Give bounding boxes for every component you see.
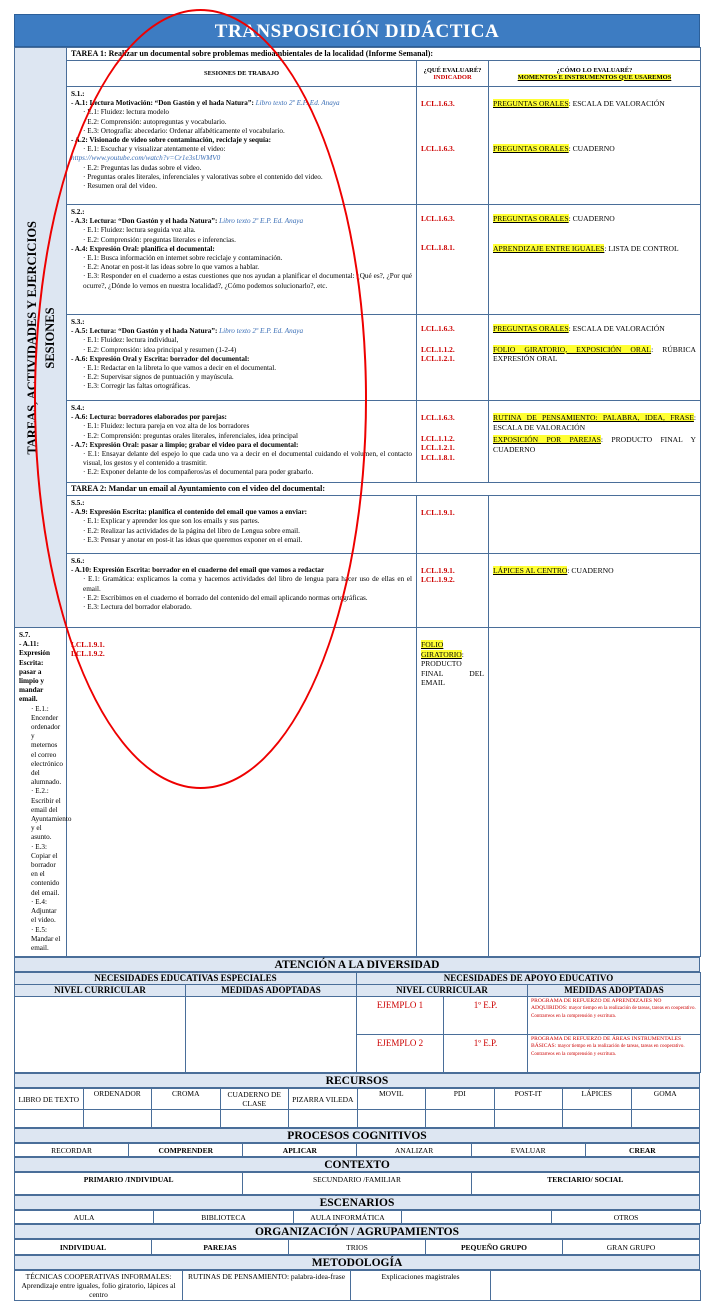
instrument-highlight: FOLIO GIRATORIO: [421, 640, 462, 659]
exercise: · E.2: Supervisar signos de puntuación y mayúscula.: [83, 373, 234, 382]
exercise: · E.3: Pensar y anotar en post-it las ideas que queremos exponer en el email.: [83, 535, 303, 544]
escenario-item: AULA: [15, 1211, 154, 1224]
proceso-item: EVALUAR: [471, 1144, 585, 1157]
side-label: [15, 48, 67, 628]
instrument-text: : ESCALA DE VALORACIÓN: [493, 413, 697, 432]
nee-header: NECESIDADES EDUCATIVAS ESPECIALES: [15, 973, 357, 985]
session-title: S.1.:: [71, 90, 85, 98]
nivel2-header: NIVEL CURRICULAR: [357, 985, 528, 997]
activity-title: - A.4: Expresión Oral: planifica el documental:: [71, 244, 215, 253]
exercise: · E.1: Fluidez: lectura modelo: [83, 108, 170, 117]
sessions-table: [14, 47, 701, 957]
session-title: S.4.:: [71, 404, 85, 412]
nae-header: NECESIDADES DE APOYO EDUCATIVO: [357, 973, 701, 985]
program-title: PROGRAMA DE REFUERZO DE ÁREAS INSTRUMENTALES BÁSICAS:: [531, 1036, 682, 1049]
col-header-instruments: MOMENTOS E INSTRUMENTOS QUE USAREMOS: [517, 73, 672, 81]
col-header-what-q: ¿QUÉ EVALUARÉ?: [423, 66, 482, 74]
side-label-line-1: TAREAS, ACTIVIDADES Y EJERCICIOS: [24, 220, 39, 455]
session-title: S.7.: [19, 631, 31, 639]
agrupamiento-item: PEQUEÑO GRUPO: [426, 1240, 563, 1255]
contexto-item: TERCIARIO/ SOCIAL: [471, 1173, 699, 1195]
recursos-title: RECURSOS: [14, 1073, 700, 1088]
example-2-measures: [528, 1035, 701, 1073]
instruments-s1: [489, 87, 701, 205]
col-header-sessions: SESIONES DE TRABAJO: [67, 61, 417, 87]
agrupamiento-item: TRIOS: [289, 1240, 426, 1255]
instrument-text: : LISTA DE CONTROL: [604, 243, 679, 253]
instrument-highlight: PREGUNTAS ORALES: [493, 214, 569, 223]
proceso-item: ANALIZAR: [357, 1144, 471, 1157]
page-title: TRANSPOSICIÓN DIDÁCTICA: [14, 14, 700, 47]
indicator: LCL.1.9.2.: [421, 575, 455, 585]
escenario-item: OTROS: [552, 1211, 701, 1224]
instrument-highlight: EXPOSICIÓN POR PAREJAS: [493, 435, 601, 445]
program-detail: mayor tiempo en la realización de tareas, tareas en cooperativo. Contrarreos en la comprensión y escritura.: [531, 1043, 685, 1057]
indicators-s1: [417, 87, 489, 205]
proceso-item: COMPRENDER: [129, 1144, 243, 1157]
book-reference: Libro texto 2º E.P. Ed. Anaya: [219, 327, 304, 336]
session-title: S.2.:: [71, 208, 85, 216]
organizacion-table: [14, 1239, 700, 1255]
proceso-item: RECORDAR: [15, 1144, 129, 1157]
activity-title: - A.9: Expresión Escrita: planifica el contenido del email que vamos a enviar:: [71, 508, 308, 517]
metodologia-item: [491, 1271, 701, 1301]
indicators-s6: [417, 554, 489, 628]
activity-title: - A.3: Lectura: “Don Gastón y el hada Natura”:: [71, 217, 218, 226]
recurso-item: LÁPICES: [563, 1089, 632, 1110]
indicators-s4: [417, 401, 489, 483]
instrument-highlight: PREGUNTAS ORALES: [493, 143, 569, 153]
recurso-item: LIBRO DE TEXTO: [15, 1089, 84, 1110]
indicator: LCL.1.8.1.: [421, 452, 455, 462]
exercise: · E.2: Exponer delante de los compañeros/as el documental para poder grabarlo.: [83, 468, 314, 477]
instrument-text: : ESCALA DE VALORACIÓN: [568, 324, 665, 333]
indicator: LCL.1.9.1.: [71, 640, 105, 649]
diversity-table: [14, 972, 701, 1073]
instrument-highlight: APRENDIZAJE ENTRE IGUALES: [493, 243, 605, 253]
exercise: · E.3: Corregir las faltas ortográficas.: [83, 382, 191, 391]
exercise: · E.3: Responder en el cuaderno a estas cuestiones que nos ayudan a planificar el documental: ¿Qué es?, ¿Por qué ocurre?, ¿Dónde lo vemos en nuestra localidad?, ¿Cómo podemos solucionarlo?, etc.: [83, 272, 412, 290]
example-1-level: 1º E.P.: [444, 997, 528, 1035]
instrument-highlight: RUTINA DE PENSAMIENTO: PALABRA, IDEA, FRASE: [493, 413, 694, 422]
diversity-title: ATENCIÓN A LA DIVERSIDAD: [14, 957, 700, 972]
exercise: · Resumen oral del video.: [83, 182, 158, 191]
indicators-s2: [417, 205, 489, 315]
exercise: · E.1: Busca información en internet sobre reciclaje y contaminación.: [83, 254, 283, 263]
exercise: · E.1: Fluidez: lectura individual,: [83, 336, 179, 345]
escenario-item: AULA INFORMÁTICA: [294, 1211, 402, 1224]
recurso-item: CUADERNO DE CLASE: [220, 1089, 289, 1110]
exercise: · E.3: Ortografía: abecedario: Ordenar alfabéticamente el vocabulario.: [83, 126, 285, 135]
exercise: · E.3: Copiar el borrador en el contenido del email.: [31, 842, 60, 897]
recurso-item: MOVIL: [357, 1089, 426, 1110]
indicator: LCL.1.6.3.: [421, 214, 455, 223]
session-1: [67, 87, 417, 205]
recurso-item: PDI: [426, 1089, 495, 1110]
escenario-item: BIBLIOTECA: [154, 1211, 294, 1224]
exercise: · E.2.: Escribir el email del Ayuntamiento y el asunto.: [31, 787, 72, 842]
activity-title: - A.2: Visionado de video sobre contaminación, reciclaje y sequía:: [71, 136, 271, 145]
exercise: · E.4: Adjuntar el video.: [31, 897, 57, 925]
indicator: LCL.1.6.3.: [421, 324, 455, 333]
col-header-how-q: ¿CÓMO LO EVALUARÉ?: [556, 66, 633, 74]
agrupamiento-item: GRAN GRUPO: [563, 1240, 700, 1255]
activity-title: - A.7: Expresión Oral: pasar a limpio; grabar el video para el documental:: [71, 440, 299, 449]
exercise: · E.2: Comprensión: preguntas literales e inferencias.: [83, 235, 236, 244]
activity-title: - A.5: Lectura: “Don Gastón y el hada Natura”:: [71, 327, 218, 336]
indicators-s3: [417, 315, 489, 401]
instruments-s5: [489, 496, 701, 554]
example-2-level: 1º E.P.: [444, 1035, 528, 1073]
indicator: LCL.1.6.3.: [421, 144, 455, 154]
nee-nivel-cell: [15, 997, 186, 1073]
exercise: · E.1: Explicar y aprender los que son los emails y sus partes.: [83, 517, 260, 526]
proceso-item: APLICAR: [243, 1144, 357, 1157]
indicator: LCL.1.6.3.: [421, 99, 455, 108]
exercise: · E.1: Fluidez: lectura seguida voz alta.: [83, 226, 196, 235]
instruments-s4: [489, 401, 701, 483]
exercise: · E.1: Ensayar delante del espejo lo que cada uno va a decir en el documental cuidando el volumen, el contacto visual, los gestos y el contenido a trasmitir.: [83, 450, 412, 468]
session-4: [67, 401, 417, 483]
procesos-table: [14, 1143, 700, 1157]
instrument-highlight: FOLIO GIRATORIO, EXPOSICIÓN ORAL: [493, 344, 652, 354]
recurso-item: PIZARRA VILEDA: [289, 1089, 358, 1110]
escenarios-title: ESCENARIOS: [14, 1195, 700, 1210]
indicator: LCL.1.9.1.: [421, 566, 455, 575]
book-reference: Libro texto 2º E.P. Ed. Anaya: [219, 217, 304, 226]
nee-medidas-cell: [186, 997, 357, 1073]
recursos-table: [14, 1088, 700, 1128]
instrument-text: : CUADERNO: [567, 566, 614, 575]
procesos-title: PROCESOS COGNITIVOS: [14, 1128, 700, 1143]
instruments-s3: [489, 315, 701, 401]
instrument-text: : ESCALA DE VALORACIÓN: [568, 99, 665, 108]
instrument-highlight: LÁPICES AL CENTRO: [493, 566, 568, 575]
instrument-highlight: PREGUNTAS ORALES: [493, 324, 569, 333]
instruments-s2: [489, 205, 701, 315]
instrument-text: : CUADERNO: [568, 143, 615, 153]
contexto-table: [14, 1172, 700, 1195]
exercise: · E.1: Escuchar y visualizar atentamente el video:: [83, 145, 226, 154]
instruments-s6: [489, 554, 701, 628]
side-label-line-2: SESIONES: [42, 306, 57, 369]
indicators-s7: [67, 628, 417, 957]
activity-title: - A.6: Expresión Oral y Escrita: borrador del documental:: [71, 354, 250, 363]
proceso-item: CREAR: [585, 1144, 699, 1157]
exercise: · E.1: Redactar en la libreta lo que vamos a decir en el documental.: [83, 364, 276, 373]
session-5: [67, 496, 417, 554]
medidas2-header: MEDIDAS ADOPTADAS: [528, 985, 701, 997]
instrument-text: : PRODUCTO FINAL DEL EMAIL: [421, 649, 484, 688]
contexto-title: CONTEXTO: [14, 1157, 700, 1172]
exercise: · E.2: Escribimos en el cuaderno el borrado del contenido del email aplicando normas ortográficas.: [83, 593, 368, 602]
task-1-label: TAREA 1: Realizar un documental sobre problemas medioambientales de la localidad (Informe Semanal):: [67, 48, 701, 61]
session-title: S.3.:: [71, 318, 85, 326]
indicator: LCL.1.8.1.: [421, 243, 455, 253]
program-detail: mayor tiempo en la realización de tareas, tareas en cooperativo. Contrarreos en la comprensión y escritura.: [531, 1005, 696, 1019]
indicator: LCL.1.9.1.: [421, 508, 455, 517]
recurso-item: ORDENADOR: [83, 1089, 152, 1110]
exercise: · E.2: Realizar las actividades de la página del libro de Lengua sobre email.: [83, 526, 300, 535]
organizacion-title: ORGANIZACIÓN / AGRUPAMIENTOS: [14, 1224, 700, 1239]
col-header-how: [489, 61, 701, 87]
exercise: · E.2: Anotar en post-it las ideas sobre lo que vamos a hablar.: [83, 263, 260, 272]
nivel-header: NIVEL CURRICULAR: [15, 985, 186, 997]
instrument-text: : PRODUCTO FINAL Y CUADERNO: [493, 435, 697, 454]
session-title: S.6.:: [71, 557, 85, 565]
exercise: · E.1.: Encender ordenador y meternos el correo electrónico del alumnado.: [31, 704, 63, 787]
session-7: [15, 628, 72, 957]
exercise: · E.1: Fluidez: lectura pareja en voz alta de los borradores: [83, 422, 250, 431]
session-title: S.5.:: [71, 499, 85, 507]
exercise: · E.2: Preguntas las dudas sobre el video.: [83, 163, 202, 172]
indicator: LCL.1.2.1.: [421, 443, 455, 453]
exercise: · E.5: Mandar el email.: [31, 925, 61, 952]
activity-title: - A.10: Expresión Escrita: borrador en el cuaderno del email que vamos a redactar: [71, 566, 325, 575]
agrupamiento-item: PAREJAS: [152, 1240, 289, 1255]
video-link[interactable]: https://www.youtube.com/watch?v=Cr1e3sUWMV0: [71, 154, 221, 163]
exercise: · Preguntas orales literales, inferenciales y valorativas sobre el contenido del video.: [83, 172, 323, 181]
contexto-item: SECUNDARIO /FAMILIAR: [243, 1173, 471, 1195]
indicator: LCL.1.1.2.: [421, 434, 455, 444]
program-title: PROGRAMA DE REFUERZO DE APRENDIZAJES NO ADQUIRIDOS:: [531, 998, 662, 1011]
session-2: [67, 205, 417, 315]
session-3: [67, 315, 417, 401]
agrupamiento-item: INDIVIDUAL: [15, 1240, 152, 1255]
metodologia-item: Explicaciones magistrales: [351, 1271, 491, 1301]
metodologia-item: RUTINAS DE PENSAMIENTO: palabra-idea-frase: [183, 1271, 351, 1301]
instrument-text: : CUADERNO: [568, 214, 615, 223]
contexto-item: PRIMARIO /INDIVIDUAL: [15, 1173, 243, 1195]
exercise: · E.1: Gramática: explicamos la coma y hacemos actividades del libro de lengua para hacer uso de ellas en el email.: [83, 575, 412, 593]
indicators-s5: [417, 496, 489, 554]
escenario-item: [402, 1211, 552, 1224]
metodologia-table: [14, 1270, 701, 1301]
indicator: LCL.1.2.1.: [421, 354, 455, 364]
col-header-indicator: INDICADOR: [433, 73, 472, 81]
activity-title: - A.6: Lectura: borradores elaborados por parejas:: [71, 413, 227, 422]
instrument-highlight: PREGUNTAS ORALES: [493, 99, 569, 108]
instrument-text: : RÚBRICA EXPRESIÓN ORAL: [493, 344, 697, 364]
instruments-s7: [417, 628, 489, 957]
recurso-item: GOMA: [631, 1089, 700, 1110]
example-1: EJEMPLO 1: [357, 997, 444, 1035]
metodologia-item: TÉCNICAS COOPERATIVAS INFORMALES: Aprendizaje entre iguales, folio giratorio, lápices al centro: [15, 1271, 183, 1301]
example-2: EJEMPLO 2: [357, 1035, 444, 1073]
document-page: [14, 14, 700, 1301]
book-reference: Libro texto 2º E.P. Ed. Anaya: [255, 99, 340, 108]
indicator: LCL.1.6.3.: [421, 413, 455, 422]
metodologia-title: METODOLOGÍA: [14, 1255, 700, 1270]
task-2-label: TAREA 2: Mandar un email al Ayuntamiento con el video del documental:: [67, 483, 701, 496]
escenarios-table: [14, 1210, 701, 1224]
indicator: LCL.1.9.2.: [71, 649, 105, 659]
activity-title: - A.1: Lectura Motivación: “Don Gastón y el hada Natura”:: [71, 99, 254, 108]
medidas-header: MEDIDAS ADOPTADAS: [186, 985, 357, 997]
activity-title: - A.11: Expresión Escrita: pasar a limpio y mandar email.: [19, 640, 51, 704]
recurso-item: CROMA: [152, 1089, 221, 1110]
col-header-what: [417, 61, 489, 87]
recurso-item: POST-IT: [494, 1089, 563, 1110]
exercise: · E.2: Comprensión: autopreguntas y vocabulario.: [83, 117, 227, 126]
indicator: LCL.1.1.2.: [421, 345, 455, 355]
session-6: [67, 554, 417, 628]
example-1-measures: [528, 997, 701, 1035]
exercise: · E.2: Comprensión: idea principal y resumen (1-2-4): [83, 345, 237, 354]
exercise: · E.3: Lectura del borrador elaborado.: [83, 603, 192, 612]
exercise: · E.2: Comprensión: preguntas orales literales, inferenciales, idea principal: [83, 431, 298, 440]
